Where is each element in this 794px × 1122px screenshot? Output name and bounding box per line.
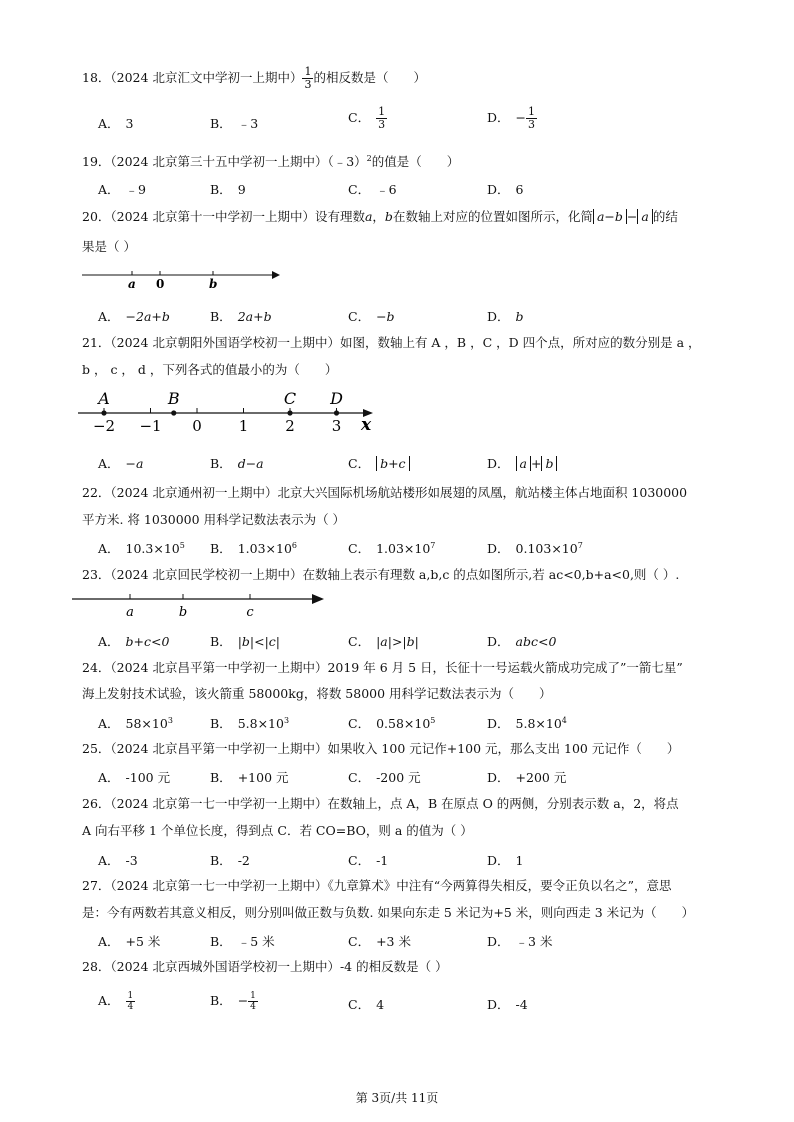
q23-point-label: a bbox=[126, 605, 134, 620]
q28-option-a[interactable]: A． $\frac{1}{4}$ bbox=[98, 991, 134, 1012]
q20-options bbox=[98, 307, 738, 331]
q18-option-c[interactable]: C． $\frac{1}{3}$ bbox=[348, 105, 386, 131]
q21-tick-label: 1 bbox=[238, 417, 249, 435]
q25-option-d[interactable]: D． +200 元 bbox=[487, 770, 567, 785]
q20-label-a: a bbox=[128, 277, 136, 291]
q25-options bbox=[98, 768, 738, 792]
question-23: 23．（2024 北京回民学校初一上期中）在数轴上表示有理数 a,b,c 的点如图所示,若 ac<0,b+a<0,则（ ）. bbox=[82, 567, 680, 582]
q19-option-d[interactable]: D． 6 bbox=[487, 182, 524, 197]
question-27: 27．（2024 北京第一七一中学初一上期中）《九章算术》中注有“今两算得失相反，要令正负以名之”，意思 bbox=[82, 878, 672, 893]
q26-option-b[interactable]: B． -2 bbox=[210, 853, 250, 868]
q21-point bbox=[101, 410, 106, 415]
q20-line2: 果是（ ） bbox=[82, 239, 136, 254]
q27-option-c[interactable]: C． +3 米 bbox=[348, 934, 411, 949]
q25-option-b[interactable]: B． +100 元 bbox=[210, 770, 289, 785]
q21-tick-label: −2 bbox=[92, 417, 116, 435]
q28-option-b[interactable]: B． − $\frac{1}{4}$ bbox=[210, 991, 256, 1012]
q24-option-a[interactable]: A． $58\times 10^3$ bbox=[98, 715, 173, 731]
q23-option-d[interactable]: D． abc<0 bbox=[487, 634, 557, 649]
question-25: 25．（2024 北京昌平第一中学初一上期中）如果收入 100 元记作+100 元，那么支出 100 元记作（ ） bbox=[82, 741, 680, 756]
q27-line2: 是：今有两数若其意义相反，则分别叫做正数与负数. 如果向东走 5 米记为+5 米，则向西走 3 米记为（ ） bbox=[82, 905, 695, 920]
q27-option-b[interactable]: B． ﹣5 米 bbox=[210, 934, 275, 949]
question-20: 20．（2024 北京第十一中学初一上期中）设有理数a，b在数轴上对应的位置如图所示，化简 a−b − a 的结 bbox=[82, 209, 678, 224]
q26-options bbox=[98, 851, 738, 875]
question-24: 24．（2024 北京昌平第一中学初一上期中）2019 年 6 月 5 日，长征十一号运载火箭成功完成了”一箭七星” bbox=[82, 660, 683, 675]
q19-option-b[interactable]: B． 9 bbox=[210, 182, 246, 197]
q19-options bbox=[98, 180, 738, 204]
question-21: 21．（2024 北京朝阳外国语学校初一上期中）如图，数轴上有 A ，B ，C ，D 四个点，所对应的数分别是 a ， bbox=[82, 335, 701, 350]
q25-option-c[interactable]: C． -200 元 bbox=[348, 770, 421, 785]
q22-option-a[interactable]: A． $10.3\times 10^5$ bbox=[98, 540, 185, 556]
q21-option-b[interactable]: B． d−a bbox=[210, 456, 264, 471]
q23-option-c[interactable]: C． |a|>|b| bbox=[348, 634, 419, 649]
question-26: 26．（2024 北京第一七一中学初一上期中）在数轴上，点 A，B 在原点 O 的两侧，分别表示数 a，2，将点 bbox=[82, 796, 679, 811]
q21-option-a[interactable]: A． −a bbox=[98, 456, 144, 471]
q20-label-0: 0 bbox=[156, 277, 165, 291]
q24-options bbox=[98, 714, 738, 738]
q21-point bbox=[171, 410, 176, 415]
page-number: 第 3页/共 11页 bbox=[355, 1091, 439, 1105]
q26-option-a[interactable]: A． -3 bbox=[98, 853, 138, 868]
q22-option-c[interactable]: C． $1.03\times 10^7$ bbox=[348, 540, 436, 556]
q21-point-label: A bbox=[98, 389, 110, 408]
q20-option-d[interactable]: D． b bbox=[487, 309, 524, 324]
q26-line2: A 向右平移 1 个单位长度，得到点 C．若 CO=BO，则 a 的值为（ ） bbox=[82, 823, 473, 838]
q23-point-label: c bbox=[246, 605, 254, 620]
q21-line2: b ， c ， d ，下列各式的值最小的为（ ） bbox=[82, 362, 338, 377]
q19-stem: 19．（2024 北京第三十五中学初一上期中）（﹣3） bbox=[82, 154, 367, 170]
q21-options bbox=[98, 454, 738, 478]
q23-number-line bbox=[72, 592, 332, 622]
q21-tick-label: −1 bbox=[139, 417, 162, 435]
q20-option-c[interactable]: C． −b bbox=[348, 309, 395, 324]
q21-point-label: D bbox=[330, 389, 343, 408]
q18-option-b[interactable]: B． ﹣3 bbox=[210, 116, 259, 131]
q22-options bbox=[98, 539, 738, 563]
q19-option-a[interactable]: A． ﹣9 bbox=[98, 182, 146, 197]
q19-option-c[interactable]: C． ﹣6 bbox=[348, 182, 397, 197]
q23-axis-arrow bbox=[312, 594, 324, 604]
q23-option-b[interactable]: B． |b|<|c| bbox=[210, 634, 281, 649]
q21-point bbox=[287, 410, 292, 415]
q28-option-c[interactable]: C． 4 bbox=[348, 997, 385, 1012]
q20-option-a[interactable]: A． −2a+b bbox=[98, 309, 170, 324]
q24-option-c[interactable]: C． $0.58\times 10^5$ bbox=[348, 715, 436, 731]
q21-tick-label: 0 bbox=[192, 417, 202, 435]
question-28: 28．（2024 北京西城外国语学校初一上期中）-4 的相反数是（ ） bbox=[82, 959, 448, 974]
question-22: 22．（2024 北京通州初一上期中）北京大兴国际机场航站楼形如展翅的凤凰，航站楼主体占地面积 1030000 bbox=[82, 485, 688, 500]
q22-option-d[interactable]: D． $0.103\times 10^7$ bbox=[487, 540, 583, 556]
q21-tick-label: 3 bbox=[331, 417, 342, 435]
q23-options bbox=[98, 632, 738, 656]
q27-options bbox=[98, 932, 738, 956]
q18-tail: 的相反数是（ ） bbox=[313, 70, 426, 85]
q22-line2: 平方米. 将 1030000 用科学记数法表示为（ ） bbox=[82, 512, 346, 527]
q18-fraction: $\frac{1}{3}$ bbox=[304, 65, 312, 91]
q21-option-d[interactable]: D． a + b bbox=[487, 454, 557, 472]
q28-option-d[interactable]: D． -4 bbox=[487, 997, 528, 1012]
q18-stem: 18．（2024 北京汇文中学初一上期中） bbox=[82, 70, 303, 85]
question-19: 19．（2024 北京第三十五中学初一上期中）（﹣3）$^2$的值是（ ） bbox=[82, 154, 460, 170]
q26-option-c[interactable]: C． -1 bbox=[348, 853, 389, 868]
q18-option-d[interactable]: D． − $\frac{1}{3}$ bbox=[487, 105, 536, 131]
q24-line2: 海上发射技术试验，该火箭重 58000kg，将数 58000 用科学记数法表示为（ ） bbox=[82, 686, 552, 701]
q27-option-d[interactable]: D． ﹣3 米 bbox=[487, 934, 553, 949]
q18-option-a[interactable]: A． 3 bbox=[98, 116, 134, 131]
q21-point-label: C bbox=[283, 389, 297, 408]
q20-axis-arrow bbox=[272, 271, 280, 279]
q21-option-c[interactable]: C． b+c bbox=[348, 454, 410, 472]
q21-point bbox=[334, 410, 339, 415]
q21-point-label: B bbox=[167, 389, 180, 408]
q22-option-b[interactable]: B． $1.03\times 10^6$ bbox=[210, 540, 297, 556]
q21-tick-label: 2 bbox=[285, 417, 295, 435]
q21-x-label: x bbox=[361, 415, 372, 435]
q23-option-a[interactable]: A． b+c<0 bbox=[98, 634, 170, 649]
q26-option-d[interactable]: D． 1 bbox=[487, 853, 524, 868]
q27-option-a[interactable]: A． +5 米 bbox=[98, 934, 161, 949]
q20-label-b: b bbox=[209, 277, 218, 291]
question-18 bbox=[82, 66, 722, 91]
q21-number-line bbox=[78, 386, 378, 436]
q20-number-line bbox=[82, 266, 282, 296]
q18-options bbox=[98, 105, 738, 138]
q25-option-a[interactable]: A． -100 元 bbox=[98, 770, 171, 785]
q23-point-label: b bbox=[178, 605, 188, 620]
q28-options bbox=[98, 991, 738, 1019]
q24-option-d[interactable]: D． $5.8\times 10^4$ bbox=[487, 715, 567, 731]
q24-option-b[interactable]: B． $5.8\times 10^3$ bbox=[210, 715, 290, 731]
q20-option-b[interactable]: B． 2a+b bbox=[210, 309, 272, 324]
